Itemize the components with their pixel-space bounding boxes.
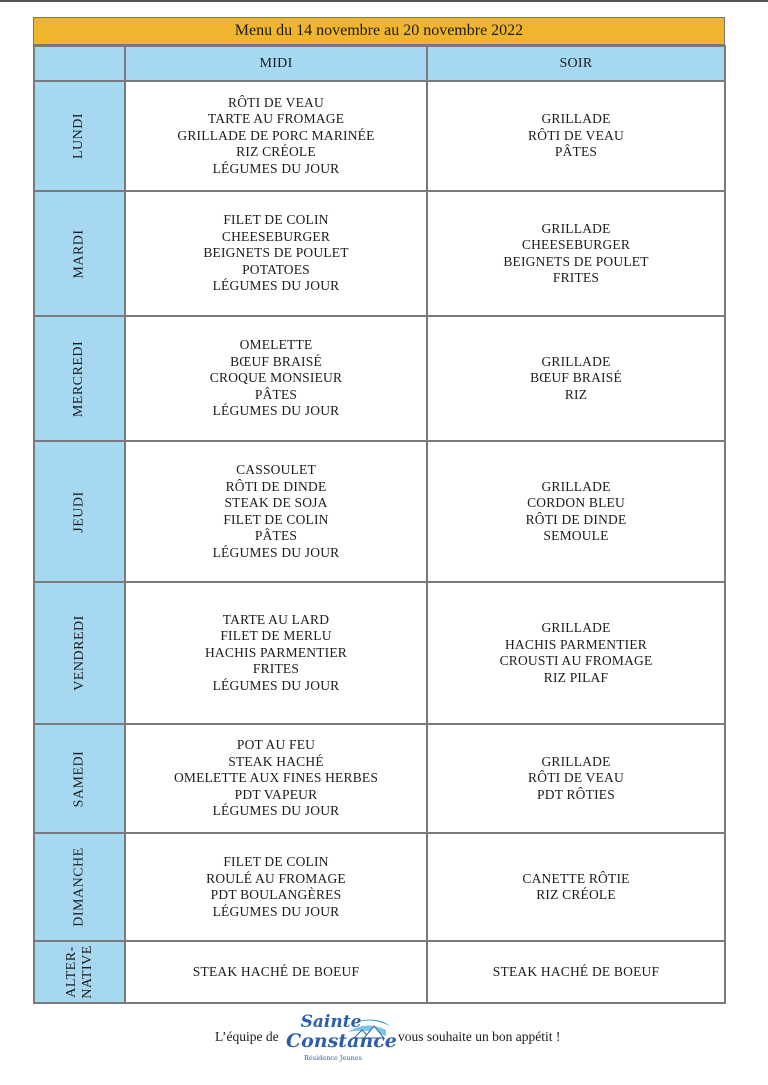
dish-item: GRILLADE xyxy=(541,620,611,635)
dish-item: CHEESEBURGER xyxy=(521,237,631,252)
soir-dishes-list xyxy=(526,479,627,545)
day-name: LUNDI xyxy=(71,112,87,160)
dish-item: POTATOES xyxy=(242,261,310,277)
dish-item: LÉGUMES DU JOUR xyxy=(212,903,340,919)
alternative-midi-cell xyxy=(126,942,426,1002)
footer-text-before: L’équipe de xyxy=(215,1029,279,1044)
dish-item: CROUSTI AU FROMAGE xyxy=(499,653,653,668)
dish-item: PDT RÔTIES xyxy=(537,786,615,802)
day-name: JEUDI xyxy=(71,490,87,533)
midi-cell-jeudi xyxy=(126,442,426,581)
dish-item: LÉGUMES DU JOUR xyxy=(212,160,340,176)
footer-text-after: vous souhaite un bon appétit ! xyxy=(398,1029,561,1044)
dish-item: SEMOULE xyxy=(543,528,609,543)
midi-cell-dimanche xyxy=(126,834,426,940)
dish-item: GRILLADE xyxy=(541,753,611,769)
midi-cell-lundi xyxy=(126,82,426,190)
day-name: MERCREDI xyxy=(71,340,87,417)
day-label-samedi xyxy=(35,725,124,832)
dish-item: PÂTES xyxy=(254,528,298,543)
dish-item: OMELETTE xyxy=(239,337,313,353)
day-label-dimanche xyxy=(35,834,124,940)
alternative-midi-dish: STEAK HACHÉ DE BOEUF xyxy=(192,963,360,979)
alternative-label-line1: ALTER- xyxy=(63,946,79,998)
midi-cell-vendredi xyxy=(126,583,426,723)
dish-item: BŒUF BRAISÉ xyxy=(230,353,322,369)
dish-item: STEAK DE SOJA xyxy=(224,495,328,510)
soir-cell-samedi xyxy=(428,725,724,832)
dish-item: CANETTE RÔTIE xyxy=(522,870,630,886)
day-label-jeudi xyxy=(35,442,124,581)
dish-item: OMELETTE AUX FINES HERBES xyxy=(173,770,379,786)
dish-item: FRITES xyxy=(552,270,600,285)
logo-text-sainte: Sainte xyxy=(300,1012,362,1032)
day-name: VENDREDI xyxy=(71,615,87,691)
day-label-alternative xyxy=(35,942,124,1002)
dish-item: BEIGNETS DE POULET xyxy=(203,245,349,261)
day-label-vendredi xyxy=(35,583,124,723)
menu-table xyxy=(33,45,726,1004)
dish-item: LÉGUMES DU JOUR xyxy=(212,677,340,693)
column-header-midi: MIDI xyxy=(126,47,426,80)
soir-dishes-list xyxy=(530,354,622,404)
dish-item: RÔTI DE DINDE xyxy=(525,511,627,527)
midi-dishes-list xyxy=(174,737,378,820)
dish-item: LÉGUMES DU JOUR xyxy=(212,544,340,560)
dish-item: HACHIS PARMENTIER xyxy=(504,636,648,652)
dish-item: FILET DE COLIN xyxy=(223,511,329,527)
soir-cell-jeudi xyxy=(428,442,724,581)
alternative-label-line2: NATIVE xyxy=(79,945,95,999)
dish-item: PÂTES xyxy=(554,144,598,160)
dish-item: RIZ PILAF xyxy=(543,669,609,685)
soir-dishes-list xyxy=(528,111,624,161)
dish-item: FRITES xyxy=(252,661,300,677)
dish-item: GRILLADE xyxy=(541,353,611,369)
day-name: MARDI xyxy=(71,228,87,279)
dish-item: BEIGNETS DE POULET xyxy=(503,253,649,269)
dish-item: ROULÉ AU FROMAGE xyxy=(206,870,346,886)
dish-item: GRILLADE xyxy=(541,478,611,494)
dish-item: PDT VAPEUR xyxy=(234,786,318,802)
dish-item: FILET DE COLIN xyxy=(223,854,329,869)
alternative-label xyxy=(63,945,95,999)
dish-item: FILET DE MERLU xyxy=(220,628,332,644)
corner-cell xyxy=(35,47,124,80)
soir-cell-mercredi xyxy=(428,317,724,440)
dish-item: CROQUE MONSIEUR xyxy=(209,370,343,386)
day-label-mercredi xyxy=(35,317,124,440)
dish-item: BŒUF BRAISÉ xyxy=(530,370,622,386)
midi-dishes-list xyxy=(203,212,348,295)
midi-dishes-list xyxy=(210,337,342,420)
soir-dishes-list xyxy=(522,871,629,904)
dish-item: RIZ xyxy=(564,386,588,402)
dish-item: LÉGUMES DU JOUR xyxy=(212,403,340,419)
logo-text-constance: Constance xyxy=(286,1030,397,1052)
day-name: DIMANCHE xyxy=(71,847,87,927)
soir-cell-vendredi xyxy=(428,583,724,723)
dish-item: HACHIS PARMENTIER xyxy=(204,644,348,660)
midi-dishes-list xyxy=(213,462,340,561)
dish-item: RIZ CRÉOLE xyxy=(536,887,616,902)
day-label-mardi xyxy=(35,192,124,315)
midi-dishes-list xyxy=(205,612,347,695)
alternative-soir-cell xyxy=(428,942,724,1002)
dish-item: RÔTI DE VEAU xyxy=(528,127,624,143)
midi-cell-samedi xyxy=(126,725,426,832)
soir-dishes-list xyxy=(503,221,648,287)
dish-item: RÔTI DE VEAU xyxy=(528,770,624,786)
dish-item: CORDON BLEU xyxy=(527,495,625,510)
dish-item: LÉGUMES DU JOUR xyxy=(212,278,340,294)
midi-cell-mercredi xyxy=(126,317,426,440)
menu-title: Menu du 14 novembre au 20 novembre 2022 xyxy=(33,17,725,45)
dish-item: GRILLADE xyxy=(541,220,611,236)
top-border-line xyxy=(0,0,768,2)
dish-item: RIZ CRÉOLE xyxy=(236,144,316,160)
midi-dishes-list xyxy=(177,95,374,178)
alternative-soir-dish: STEAK HACHÉ DE BOEUF xyxy=(492,963,660,979)
dish-item: GRILLADE xyxy=(541,111,611,127)
midi-dishes-list xyxy=(206,854,346,920)
dish-item: TARTE AU FROMAGE xyxy=(207,111,345,127)
midi-cell-mardi xyxy=(126,192,426,315)
dish-item: FILET DE COLIN xyxy=(223,212,329,228)
logo-text-residence: Résidence Jeunes xyxy=(304,1054,362,1062)
dish-item: RÔTI DE VEAU xyxy=(228,94,324,110)
dish-item: CHEESEBURGER xyxy=(221,228,331,244)
day-label-lundi xyxy=(35,82,124,190)
column-header-soir: SOIR xyxy=(428,47,724,80)
soir-cell-mardi xyxy=(428,192,724,315)
dish-item: TARTE AU LARD xyxy=(222,611,330,627)
day-name: SAMEDI xyxy=(71,750,87,807)
dish-item: GRILLADE DE PORC MARINÉE xyxy=(177,127,375,143)
dish-item: PDT BOULANGÈRES xyxy=(210,887,342,902)
dish-item: CASSOULET xyxy=(236,462,316,477)
dish-item: RÔTI DE DINDE xyxy=(225,478,327,494)
dish-item: POT AU FEU xyxy=(236,737,316,753)
soir-dishes-list xyxy=(500,620,653,686)
sainte-constance-logo xyxy=(286,1008,400,1070)
soir-cell-lundi xyxy=(428,82,724,190)
soir-cell-dimanche xyxy=(428,834,724,940)
soir-dishes-list xyxy=(528,754,624,804)
footer xyxy=(0,1008,768,1070)
dish-item: LÉGUMES DU JOUR xyxy=(212,803,340,819)
dish-item: STEAK HACHÉ xyxy=(228,753,324,769)
dish-item: PÂTES xyxy=(254,386,298,402)
